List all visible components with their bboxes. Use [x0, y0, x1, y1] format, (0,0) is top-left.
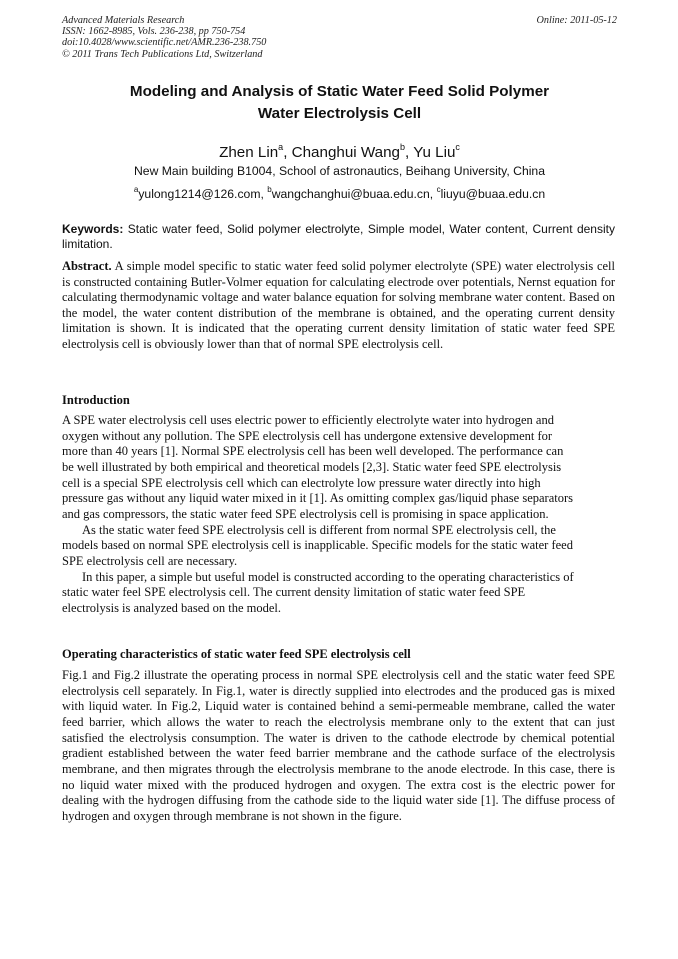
journal-name: Advanced Materials Research	[62, 15, 185, 26]
journal-header	[62, 15, 617, 60]
email-1: $^a$yulong1214@126.com,	[133, 185, 268, 202]
introduction-body	[62, 413, 615, 617]
keywords	[62, 222, 615, 252]
email-list	[62, 183, 617, 202]
intro-paragraph-2: As the static water feed SPE electrolysis cell is different from normal SPE electrolysis cell, the models based on normal SPE electrolysis cell is inapplicable. Specific models for the static water feed SPE electrolysis cell are necessary.	[62, 522, 573, 568]
keywords-text: Static water feed, Solid polymer electrolyte, Simple model, Water content, Current density limitation.	[62, 222, 615, 251]
operating-body	[62, 668, 615, 825]
author-3: Yu Liu$^c$	[413, 142, 460, 162]
section-heading-introduction: Introduction	[62, 393, 130, 407]
author-1: Zhen Lin$^a$,	[219, 142, 292, 162]
affiliation: New Main building B1004, School of astronautics, Beihang University, China	[134, 164, 545, 178]
intro-paragraph-1: A SPE water electrolysis cell uses electric power to efficiently electrolyte water into hydrogen and oxygen without any pollution. The SPE electrolysis cell has undergone extensive development for more than 40 years [1]. Normal SPE electrolysis cell has been well developed. The performance can be well illustrated by both empirical and theoretical models [2,3]. Static water feed SPE electrolysis cell is a special SPE electrolysis cell which can electrolyte low pressure water directly into high pressure gas without any liquid water mixed in it [1]. As omitting complex gas/liquid phase separators and gas compressors, the static water feed SPE electrolysis cell is promising in space application.	[62, 413, 574, 521]
copyright-line: © 2011 Trans Tech Publications Ltd, Switzerland	[62, 48, 263, 60]
abstract-text: A simple model specific to static water feed solid polymer electrolyte (SPE) water electrolysis cell is constructed containing Butler-Volmer equation for calculating electrode over potentials, Nernst equation for calculating thermodynamic voltage and water balance equation for solving membrane water content. Based on the model, the water content distribution of the membrane is obtained, and the operating current density limitation is shown. It is indicated that the operating current density limitation of static water feed SPE electrolysis cell is obviously lower than that of normal SPE electrolysis cell.	[62, 259, 615, 351]
abstract	[62, 259, 615, 353]
paper-title	[62, 81, 617, 125]
email-2: $^b$wangchanghui@buaa.edu.cn,	[267, 185, 437, 202]
email-3: $^c$liuyu@buaa.edu.cn	[436, 185, 546, 202]
intro-paragraph-3: In this paper, a simple but useful model is constructed according to the operating characteristics of static water feel SPE electrolysis cell. The current density limitation of static water feed SPE electrolysis is analyzed based on the model.	[62, 569, 574, 615]
title-line-2: Water Electrolysis Cell	[257, 105, 422, 122]
title-line-1: Modeling and Analysis of Static Water Feed Solid Polymer	[129, 83, 550, 100]
issn-line: ISSN: 1662-8985, Vols. 236-238, pp 750-754	[62, 26, 246, 38]
operating-paragraph: Fig.1 and Fig.2 illustrate the operating process in normal SPE electrolysis cell and the static water feed SPE electrolysis cell separately. In Fig.1, water is directly supplied into electrodes and the produced gas is mixed with liquid water. In Fig.2, Liquid water is contained behind a semi-permeable membrane, called the water feed barrier, which allows the water to reach the electrolysis membrane only to the extent that can just satisfied the electrolysis consumption. The water is driven to the cathode electrode by chemical potential gradient established between the water feed barrier membrane and the cathode surface of the electrolysis membrane, and then migrates through the electrolysis membrane to the anode electrode. In this case, there is no liquid water mixed with the produced hydrogen and oxygen. The extra cost is the electric power for dealing with the hydrogen diffusing from the cathode side to the liquid water side [1]. The diffuse process of hydrogen and oxygen through membrane is not shown in the figure.	[62, 668, 615, 823]
section-heading-operating: Operating characteristics of static water feed SPE electrolysis cell	[62, 647, 411, 661]
online-date: Online: 2011-05-12	[536, 15, 617, 26]
abstract-label: Abstract.	[62, 259, 112, 273]
keywords-label: Keywords:	[62, 222, 124, 236]
author-2: Changhui Wang$^b$,	[291, 142, 414, 162]
author-list	[62, 138, 617, 163]
doi-line: doi:10.4028/www.scientific.net/AMR.236-238.750	[62, 37, 267, 49]
